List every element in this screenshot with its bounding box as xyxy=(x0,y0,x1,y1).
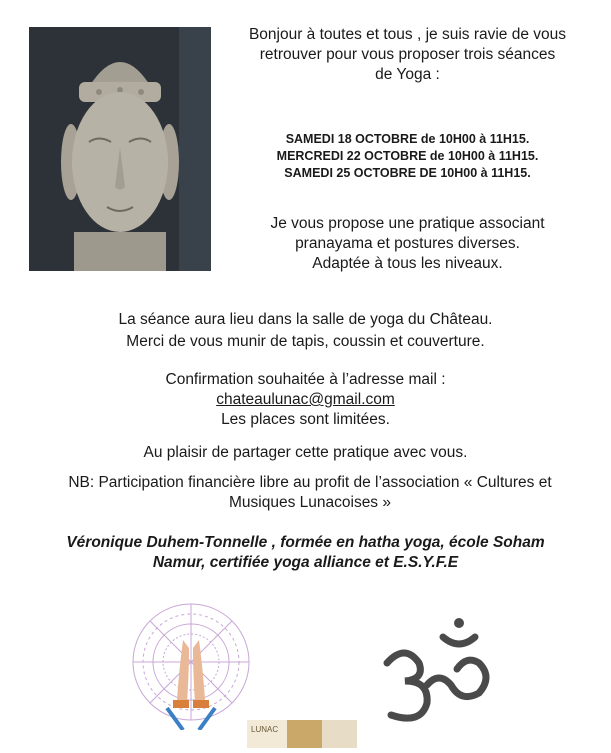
lunac-logo xyxy=(247,720,357,748)
nb-note xyxy=(30,473,590,513)
om-symbol-image xyxy=(375,615,495,733)
intro-line-1: Bonjour à toutes et tous , je suis ravie de vous xyxy=(248,26,567,43)
practice-description xyxy=(225,214,590,274)
session-date: MERCREDI 22 OCTOBRE de 10H00 à 11H15. xyxy=(276,149,539,163)
confirmation-line: Confirmation souhaitée à l’adresse mail : xyxy=(165,371,446,388)
signature-line-2: Namur, certifiée yoga alliance et E.S.Y.F.E xyxy=(152,554,459,571)
email-link[interactable]: chateaulunac@gmail.com xyxy=(216,391,395,408)
buddha-head-photo xyxy=(29,27,211,271)
intro-line-3: de Yoga : xyxy=(375,66,440,83)
venue-info xyxy=(0,309,611,353)
praying-hands-mandala-image xyxy=(127,600,255,730)
venue-line-1: La séance aura lieu dans la salle de yoga du Château. xyxy=(118,311,493,328)
practice-line-2: pranayama et postures diverses. xyxy=(295,235,520,252)
intro-line-2: retrouver pour vous proposer trois séances xyxy=(259,46,556,63)
session-date: SAMEDI 25 OCTOBRE DE 10H00 à 11H15. xyxy=(284,166,531,180)
session-dates xyxy=(225,131,590,182)
logo-text: LUNAC xyxy=(251,725,279,734)
venue-line-2: Merci de vous munir de tapis, coussin et couverture. xyxy=(126,333,485,350)
practice-line-3: Adaptée à tous les niveaux. xyxy=(312,255,503,272)
closing-line: Au plaisir de partager cette pratique avec vous. xyxy=(143,444,468,461)
session-date: SAMEDI 18 OCTOBRE de 10H00 à 11H15. xyxy=(285,132,530,146)
nb-line-2: Musiques Lunacoises » xyxy=(229,494,391,511)
places-limited: Les places sont limitées. xyxy=(221,411,390,428)
confirmation-info xyxy=(0,370,611,430)
signature-line-1: Véronique Duhem-Tonnelle , formée en hatha yoga, école Soham xyxy=(66,534,545,551)
practice-line-1: Je vous propose une pratique associant xyxy=(270,215,545,232)
nb-line-1: NB: Participation financière libre au profit de l’association « Cultures et xyxy=(68,474,552,491)
signature xyxy=(0,533,611,573)
intro-text xyxy=(225,25,590,85)
